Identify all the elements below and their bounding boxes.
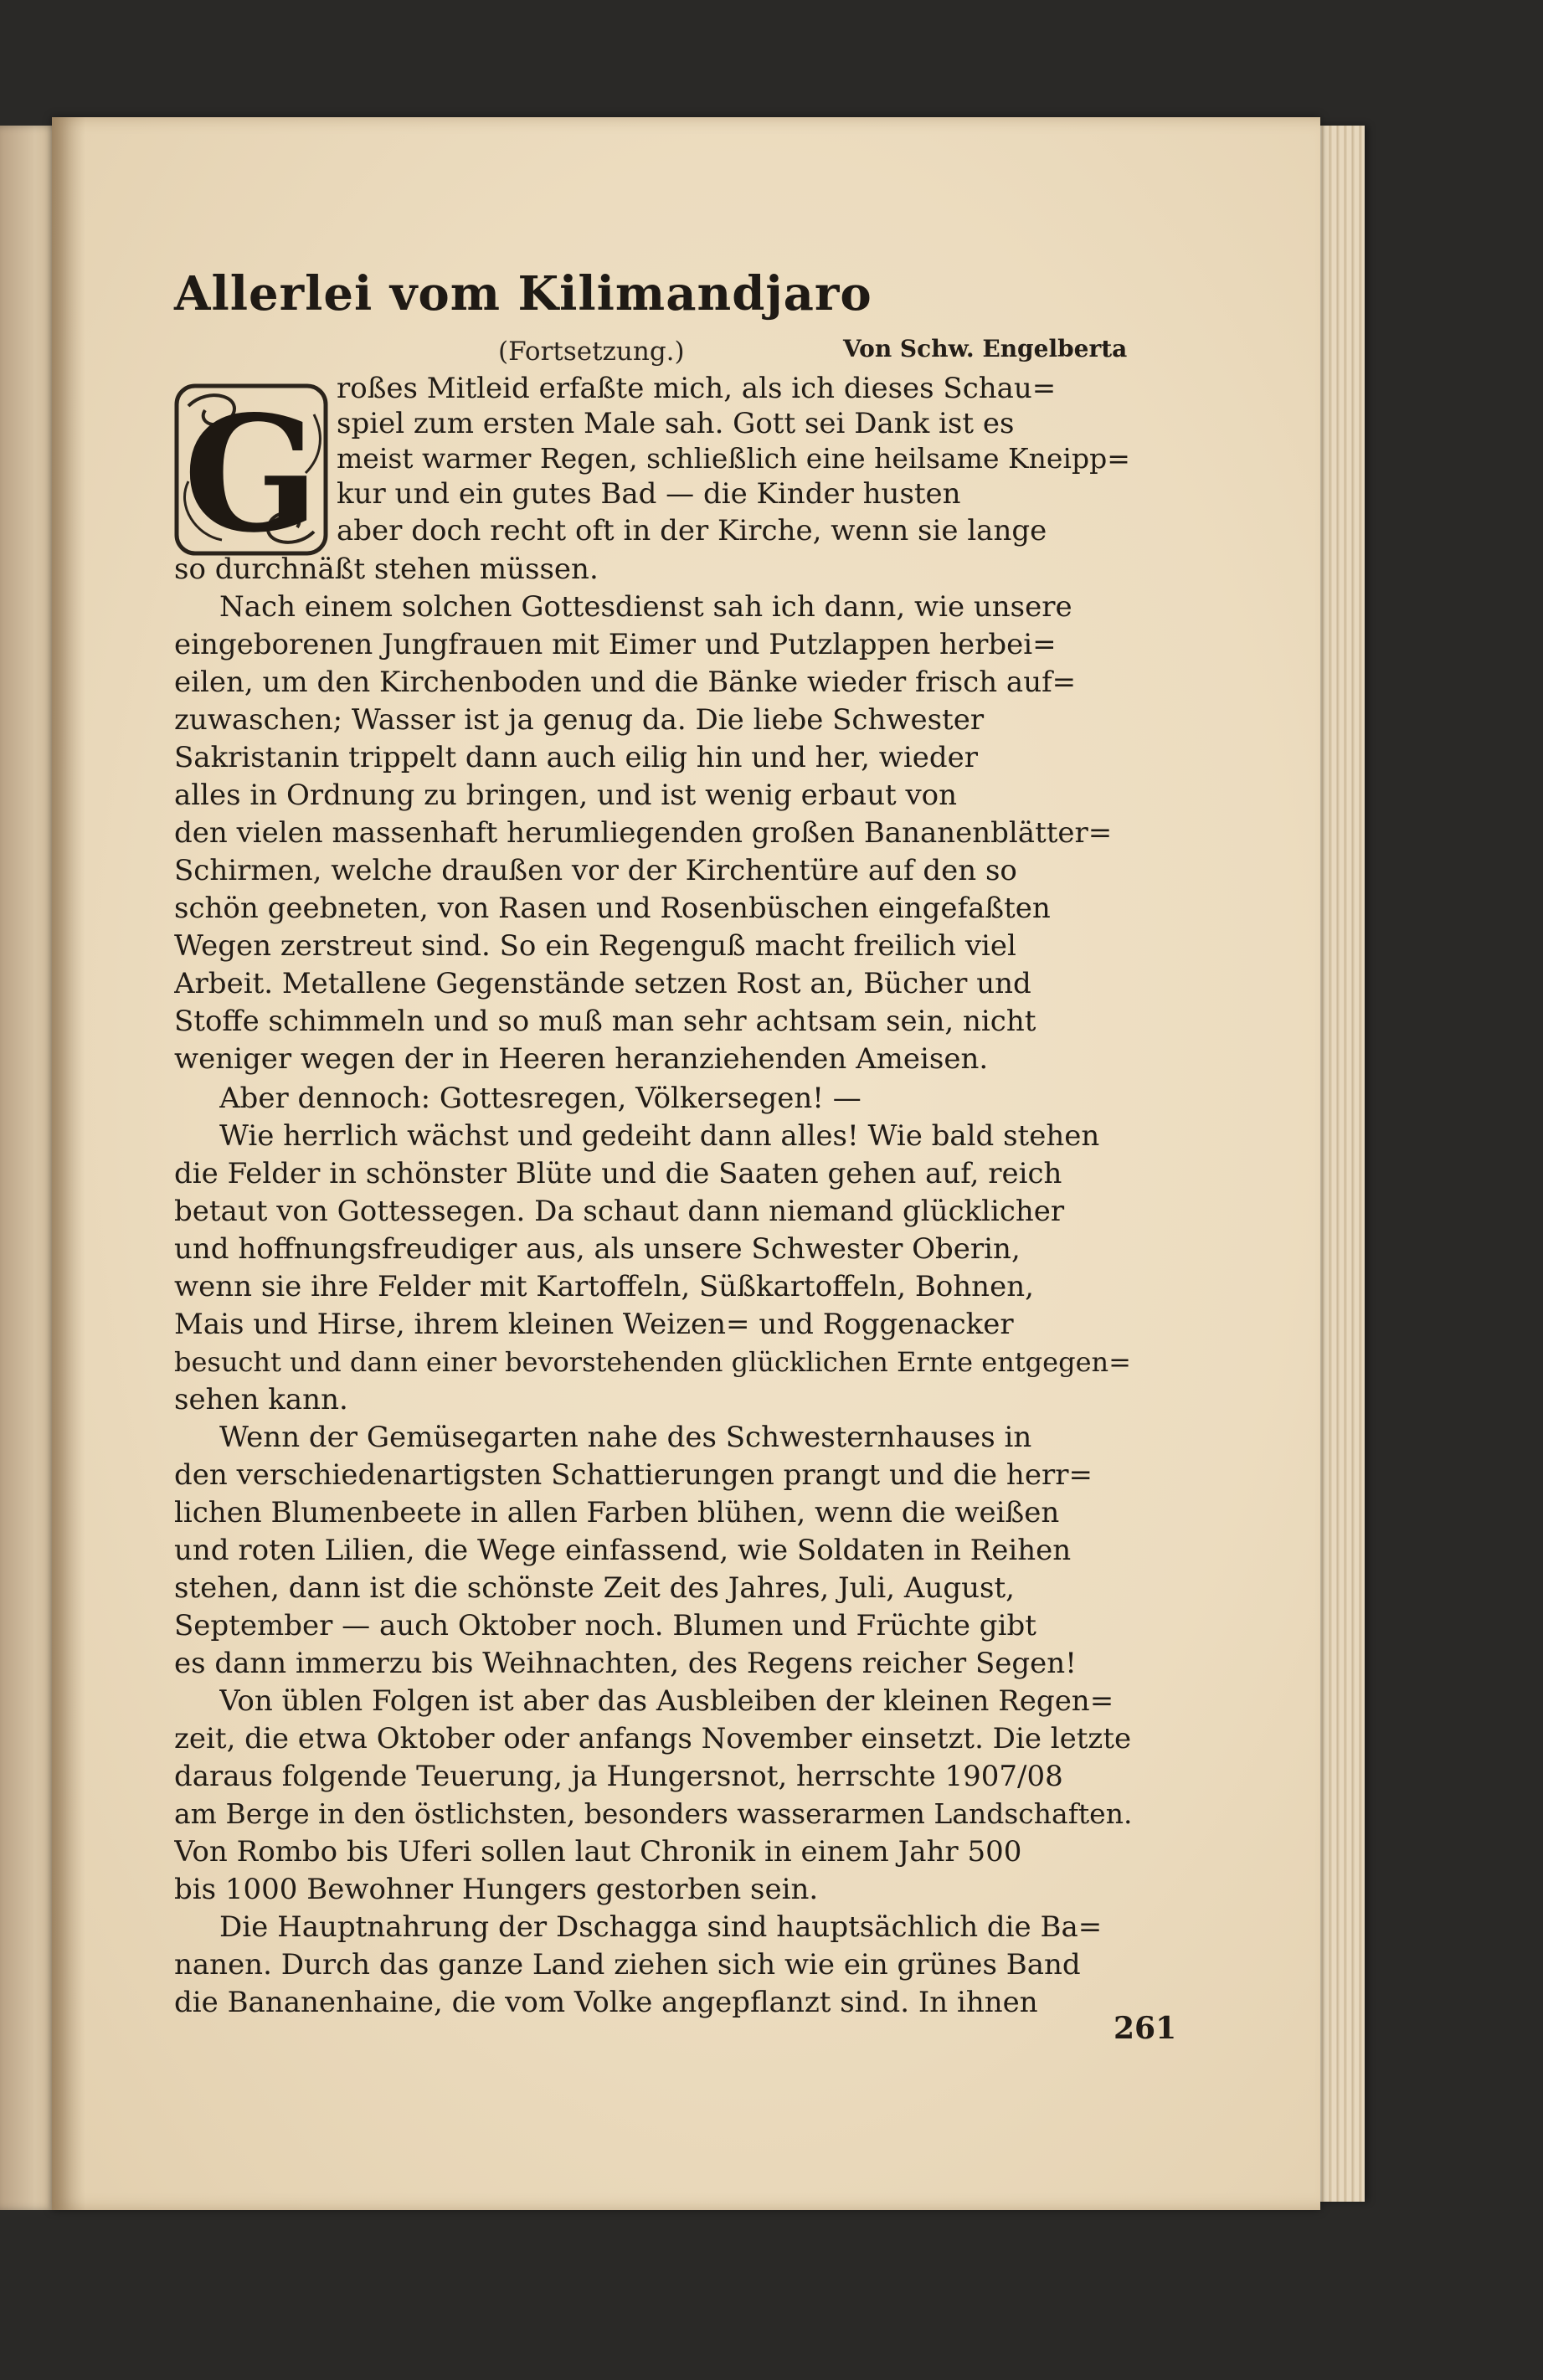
text-line: Aber dennoch: Gottesregen, Völkersegen! — bbox=[219, 1082, 862, 1115]
text-line: bis 1000 Bewohner Hungers gestorben sein. bbox=[174, 1873, 819, 1906]
text-line: die Bananenhaine, die vom Volke angepflanzt sind. In ihnen bbox=[174, 1986, 1038, 2019]
text-line: Wegen zerstreut sind. So ein Regenguß macht freilich viel bbox=[174, 929, 1016, 963]
initial-letter: G bbox=[183, 381, 320, 558]
text-line: alles in Ordnung zu bringen, und ist wenig erbaut von bbox=[174, 779, 958, 812]
text-line: am Berge in den östlichsten, besonders wasserarmen Landschaften. bbox=[174, 1797, 1133, 1830]
text-line: so durchnäßt stehen müssen. bbox=[174, 553, 599, 586]
text-line: den verschiedenartigsten Schattierungen prangt und die herr= bbox=[174, 1458, 1093, 1492]
text-line: Von Rombo bis Uferi sollen laut Chronik in einem Jahr 500 bbox=[174, 1835, 1022, 1869]
text-line: Mais und Hirse, ihrem kleinen Weizen= und Roggenacker bbox=[174, 1308, 1014, 1341]
text-line: nanen. Durch das ganze Land ziehen sich wie ein grünes Band bbox=[174, 1948, 1081, 1982]
text-line: Stoffe schimmeln und so muß man sehr achtsam sein, nicht bbox=[174, 1005, 1036, 1038]
text-line: betaut von Gottessegen. Da schaut dann niemand glücklicher bbox=[174, 1195, 1065, 1228]
text-line: Wie herrlich wächst und gedeiht dann alles! Wie bald stehen bbox=[219, 1119, 1100, 1153]
text-line: September — auch Oktober noch. Blumen und Früchte gibt bbox=[174, 1609, 1036, 1642]
text-line: meist warmer Regen, schließlich eine heilsame Kneipp= bbox=[337, 442, 1130, 475]
article-author: Von Schw. Engelberta bbox=[843, 335, 1128, 362]
text-line: Sakristanin trippelt dann auch eilig hin und her, wieder bbox=[174, 741, 979, 774]
text-line: Schirmen, welche draußen vor der Kirchentüre auf den so bbox=[174, 854, 1017, 887]
text-line: spiel zum ersten Male sah. Gott sei Dank ist es bbox=[337, 407, 1015, 440]
text-line: sehen kann. bbox=[174, 1383, 348, 1416]
text-line: eilen, um den Kirchenboden und die Bänke wieder frisch auf= bbox=[174, 666, 1077, 699]
text-line: stehen, dann ist die schönste Zeit des Jahres, Juli, August, bbox=[174, 1571, 1015, 1605]
spine-shadow bbox=[52, 117, 85, 2210]
text-line: es dann immerzu bis Weihnachten, des Regens reicher Segen! bbox=[174, 1647, 1077, 1680]
text-line: besucht und dann einer bevorstehenden glücklichen Ernte entgegen= bbox=[174, 1346, 1131, 1378]
text-line: und roten Lilien, die Wege einfassend, wie Soldaten in Reihen bbox=[174, 1534, 1072, 1567]
text-line: wenn sie ihre Felder mit Kartoffeln, Süßkartoffeln, Bohnen, bbox=[174, 1270, 1034, 1303]
text-line: schön geebneten, von Rasen und Rosenbüschen eingefaßten bbox=[174, 892, 1051, 925]
text-line: weniger wegen der in Heeren heranziehenden Ameisen. bbox=[174, 1042, 989, 1076]
text-line: eingeborenen Jungfrauen mit Eimer und Putzlappen herbei= bbox=[174, 628, 1057, 661]
left-page-edge bbox=[0, 126, 59, 2210]
text-line: die Felder in schönster Blüte und die Saaten gehen auf, reich bbox=[174, 1157, 1062, 1190]
text-line: kur und ein gutes Bad — die Kinder husten bbox=[337, 477, 961, 511]
page-number: 261 bbox=[1114, 2011, 1177, 2046]
text-line: Von üblen Folgen ist aber das Ausbleiben der kleinen Regen= bbox=[219, 1684, 1114, 1718]
text-line: roßes Mitleid erfaßte mich, als ich dieses Schau= bbox=[337, 372, 1057, 405]
text-line: daraus folgende Teuerung, ja Hungersnot, herrschte 1907/08 bbox=[174, 1760, 1063, 1793]
text-line: Wenn der Gemüsegarten nahe des Schwesternhauses in bbox=[219, 1421, 1032, 1454]
article-title: Allerlei vom Kilimandjaro bbox=[174, 266, 872, 321]
text-line: Nach einem solchen Gottesdienst sah ich dann, wie unsere bbox=[219, 590, 1072, 624]
text-line: den vielen massenhaft herumliegenden großen Bananenblätter= bbox=[174, 816, 1113, 850]
decorative-initial-g bbox=[172, 381, 331, 558]
text-line: zuwaschen; Wasser ist ja genug da. Die liebe Schwester bbox=[174, 703, 985, 737]
text-line: lichen Blumenbeete in allen Farben blühen, wenn die weißen bbox=[174, 1496, 1060, 1529]
text-line: aber doch recht oft in der Kirche, wenn sie lange bbox=[337, 514, 1047, 547]
text-line: und hoffnungsfreudiger aus, als unsere Schwester Oberin, bbox=[174, 1232, 1021, 1266]
text-line: Die Hauptnahrung der Dschagga sind hauptsächlich die Ba= bbox=[219, 1910, 1103, 1944]
text-line: zeit, die etwa Oktober oder anfangs November einsetzt. Die letzte bbox=[174, 1722, 1132, 1755]
continuation-note: (Fortsetzung.) bbox=[498, 337, 685, 367]
text-line: Arbeit. Metallene Gegenstände setzen Rost an, Bücher und bbox=[174, 967, 1031, 1000]
